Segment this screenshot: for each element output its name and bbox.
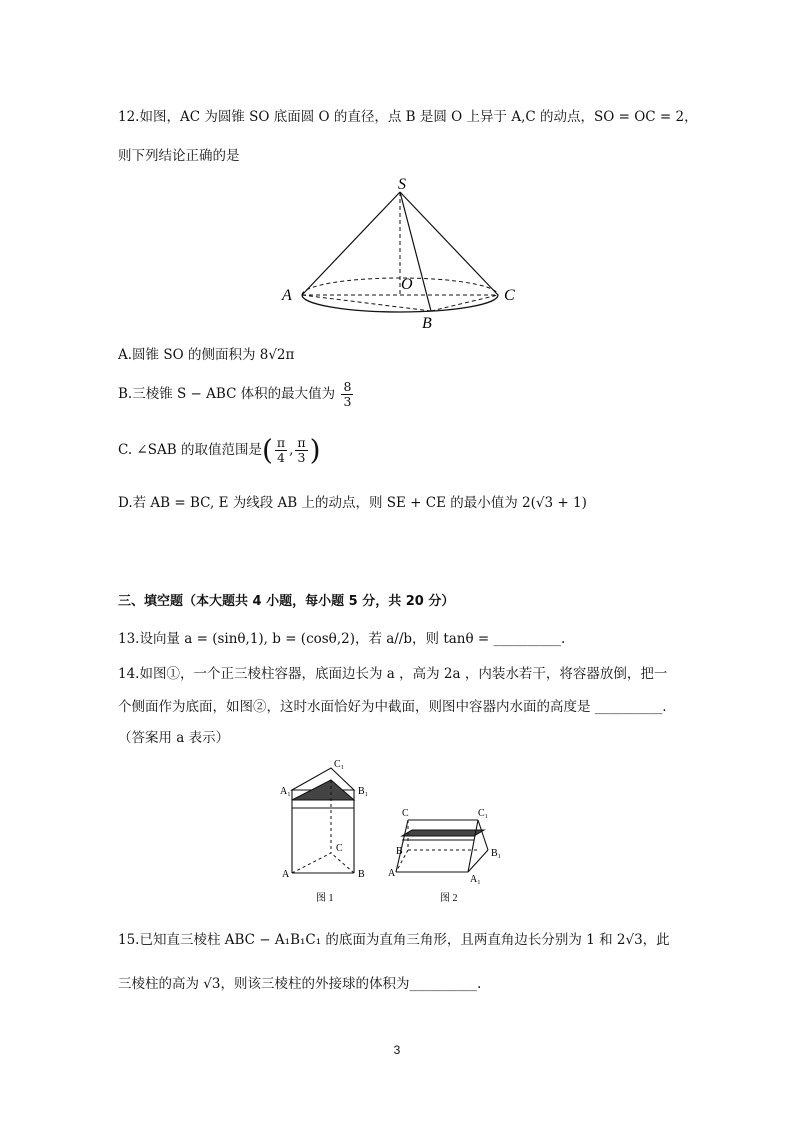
fraction-denominator: 3 (343, 394, 352, 409)
q12-option-c: C. ∠SAB 的取值范围是( $\frac{\pi}{4}$ , $\frac{\pi}{3}$ ) (118, 433, 321, 467)
prism-figure-1 (278, 758, 378, 908)
q14-line1: 14.如图①，一个正三棱柱容器，底面边长为 a ，高为 2a ，内装水若干，将容器放倒，把一 (118, 666, 668, 682)
fig2-label-b: B (396, 846, 403, 857)
q12-option-b (118, 380, 355, 409)
fraction-numerator: π (297, 435, 306, 450)
fig2-label-a: A (388, 868, 396, 879)
cone-label-o: O (401, 276, 413, 293)
fig2-label-b1: B₁ (491, 848, 502, 859)
fraction-numerator: 8 (343, 379, 352, 394)
q12-option-c-prefix: C. ∠SAB 的取值范围是 (118, 442, 262, 458)
fig2-label-c1: C₁ (478, 808, 489, 819)
q12-stem-line1: 12.如图，AC 为圆锥 SO 底面圆 O 的直径，点 B 是圆 O 上异于 A,C 的动点，SO = OC = 2， (118, 109, 698, 125)
cone-figure (270, 172, 530, 332)
fraction-numerator: π (276, 435, 286, 450)
fig1-label-c: C (336, 843, 343, 854)
section-title: 三、填空题（本大题共 4 小题，每小题 5 分，共 20 分） (118, 594, 455, 609)
fig2-caption: 图 2 (440, 893, 458, 904)
prism-figure-2 (388, 800, 508, 910)
q12-stem-line2: 则下列结论正确的是 (118, 148, 240, 164)
q14-line2: 个侧面作为底面，如图②，这时水面恰好为中截面，则图中容器内水面的高度是 __________. (118, 699, 667, 715)
q13-text: 13.设向量 a = (sinθ,1), b = (cosθ,2)，若 a//b，则 tanθ = __________. (118, 631, 566, 647)
fraction-eight-thirds (341, 380, 353, 409)
fig2-label-a1: A₁ (470, 874, 481, 885)
fig1-label-b1: B₁ (358, 786, 369, 797)
fig2-label-c: C (402, 808, 409, 819)
q15-line2: 三棱柱的高为 √3，则该三棱柱的外接球的体积为__________. (118, 976, 482, 992)
page-number: 3 (393, 1043, 401, 1057)
q14-line3: （答案用 a 表示） (118, 730, 230, 746)
fig1-label-a1: A₁ (280, 786, 291, 797)
q12-option-a: A.圆锥 SO 的侧面积为 8√2π (118, 347, 295, 363)
cone-label-c: C (504, 287, 515, 304)
fig1-caption: 图 1 (316, 893, 334, 904)
cone-label-a: A (282, 287, 292, 304)
fraction-pi-over-4 (275, 436, 287, 465)
fraction-denominator: 4 (277, 450, 285, 465)
fig1-label-a: A (282, 869, 290, 880)
fig1-label-c1: C₁ (334, 759, 345, 770)
fig1-label-b: B (358, 869, 365, 880)
fraction-denominator: 3 (297, 450, 306, 465)
q15-line1: 15.已知直三棱柱 ABC − A₁B₁C₁ 的底面为直角三角形，且两直角边长分别为 1 和 2√3，此 (118, 932, 670, 948)
q12-option-d: D.若 AB = BC, E 为线段 AB 上的动点，则 SE + CE 的最小值为 2(√3 + 1) (118, 495, 587, 511)
fraction-pi-over-3 (295, 436, 307, 465)
cone-label-b: B (422, 315, 432, 332)
q12-option-b-prefix: B.三棱锥 S − ABC 体积的最大值为 (118, 386, 336, 402)
cone-label-s: S (398, 176, 406, 193)
